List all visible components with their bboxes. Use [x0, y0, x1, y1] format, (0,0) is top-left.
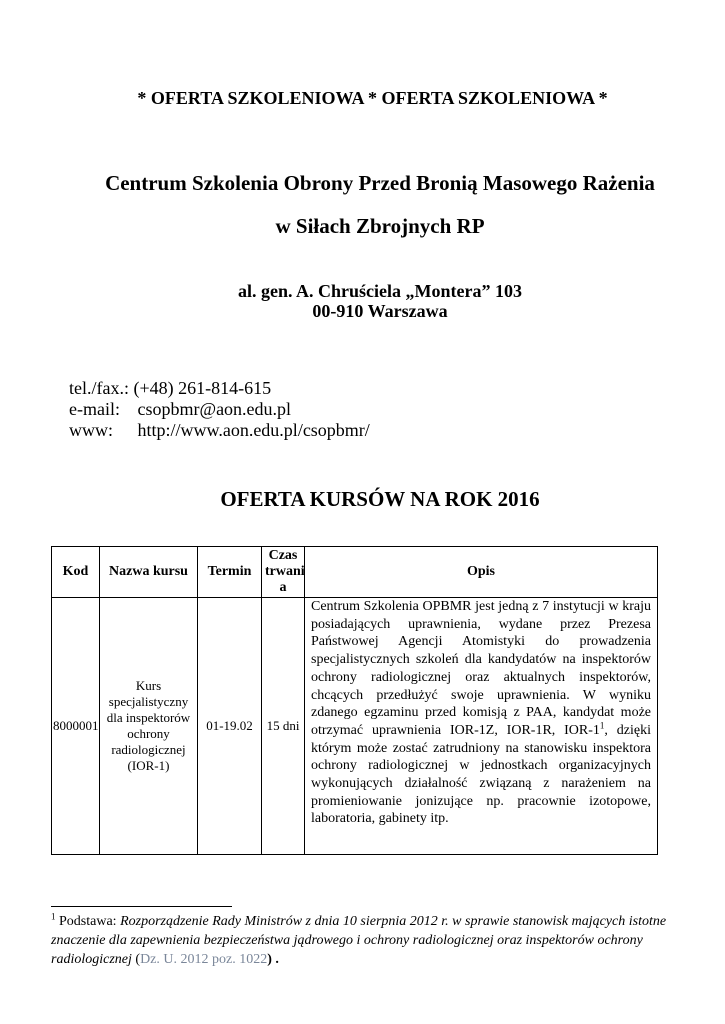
footnote-close: ) . — [267, 952, 279, 967]
offer-banner: * OFERTA SZKOLENIOWA * OFERTA SZKOLENIOWA * — [137, 88, 608, 108]
header-description: Opis — [305, 547, 658, 598]
email-value[interactable]: csopbmr@aon.edu.pl — [137, 399, 292, 419]
cell-code: 8000001 — [52, 598, 100, 855]
footnote-number: 1 — [51, 911, 56, 922]
www-value[interactable]: http://www.aon.edu.pl/csopbmr/ — [137, 420, 370, 440]
footnote-prefix: Podstawa: — [55, 914, 121, 929]
courses-table — [51, 546, 658, 855]
footnote-journal-reference[interactable]: Dz. U. 2012 poz. 1022 — [140, 952, 268, 967]
institution-name: Centrum Szkolenia Obrony Przed Bronią Masowego Rażenia — [105, 171, 655, 195]
cell-description — [305, 598, 658, 855]
footnote-regulation-title: Rozporządzenie Rady Ministrów z dnia 10 sierpnia 2012 r. w sprawie stanowisk mających istotne znaczenie dla zapewnienia bezpieczeństwa jądrowego i ochrony radiologicznej oraz inspektorów ochrony radiologicznej — [51, 914, 667, 967]
header-course-name: Nazwa kursu — [100, 547, 198, 598]
institution-subtitle: w Siłach Zbrojnych RP — [275, 214, 485, 238]
cell-course-name — [100, 598, 198, 855]
offer-title: OFERTA KURSÓW NA ROK 2016 — [220, 487, 540, 511]
footnote — [51, 912, 673, 969]
phone-value: (+48) 261-814-615 — [133, 378, 272, 398]
header-term: Termin — [198, 547, 262, 598]
header-code: Kod — [52, 547, 100, 598]
header-duration-line: a — [279, 580, 287, 595]
header-duration-line: trwani — [265, 564, 305, 579]
email-label: e-mail: — [69, 399, 120, 419]
header-duration-line: Czas — [268, 548, 298, 563]
course-name-line: specjalistyczny — [108, 694, 189, 709]
header-duration — [262, 547, 305, 598]
course-name-line: radiologicznej — [111, 742, 186, 757]
footnote-open-paren: ( — [131, 952, 141, 967]
contact-phone-row — [69, 378, 370, 399]
contact-www-row — [69, 420, 370, 441]
phone-label: tel./fax.: — [69, 378, 129, 398]
course-name-line: (IOR-1) — [127, 758, 170, 773]
footnote-separator — [51, 906, 232, 907]
course-name-line: ochrony — [127, 726, 170, 741]
contact-email-row — [69, 399, 370, 420]
table-header-row — [52, 547, 658, 598]
cell-term: 01-19.02 — [198, 598, 262, 855]
course-name-line: Kurs — [135, 678, 162, 693]
cell-duration: 15 dni — [262, 598, 305, 855]
footnote-marker[interactable]: 1 — [599, 720, 605, 731]
address-city: 00-910 Warszawa — [312, 301, 448, 321]
table-row — [52, 598, 658, 855]
address-street: al. gen. A. Chruściela „Montera” 103 — [238, 281, 522, 301]
www-label: www: — [69, 420, 113, 440]
contact-block — [69, 378, 370, 441]
description-text: Centrum Szkolenia OPBMR jest jedną z 7 instytucji w kraju posiadających uprawnienia, wydane przez Prezesa Państwowej Agencji Atomistyki do prowadzenia specjalistycznych szkoleń dla kandydatów na inspektorów ochrony radiologicznej oraz aktualnych inspektorów, chcących przedłużyć swoje uprawnienia. W wyniku zdanego egzaminu przed komisją z PAA, kandydat może otrzymać uprawnienia IOR-1Z, IOR-1R, IOR-1 — [311, 599, 651, 738]
description-text-cont: , dzięki którym może zostać zatrudniony na stanowisku inspektora ochrony radiologicznej w jednostkach organizacyjnych wykonujących działalność związaną z narażeniem na promieniowanie jonizujące np. pracownie izotopowe, laboratoria, gabinety itp. — [311, 722, 651, 827]
course-name-line: dla inspektorów — [106, 710, 191, 725]
